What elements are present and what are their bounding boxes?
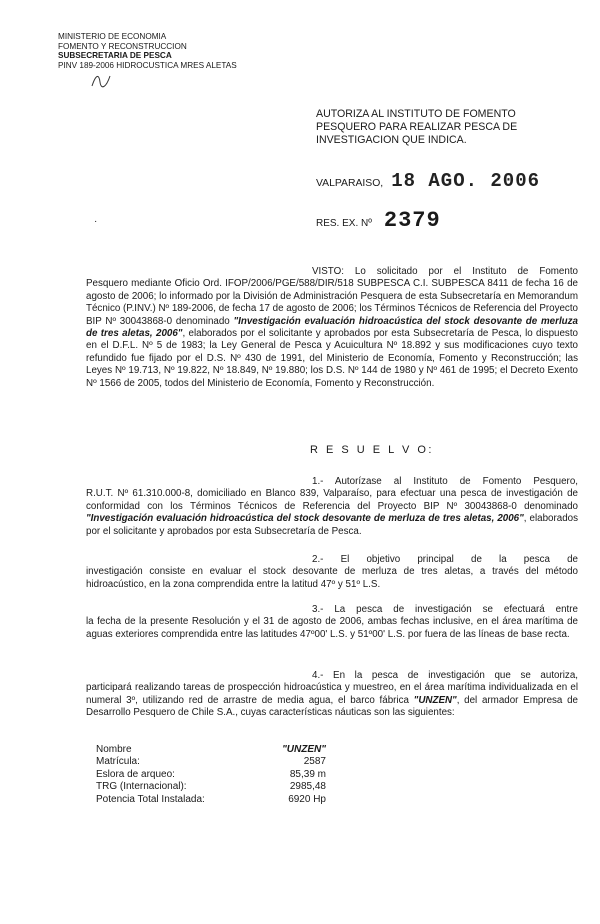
date-stamp: 18 AGO. 2006 — [391, 170, 541, 192]
article-1-lead: 1.- Autorízase al Instituto de Fomento Pesquero, — [312, 476, 578, 487]
article-1 — [86, 476, 578, 538]
article-1-project-name: "Investigación evaluación hidroacústica del stock desovante de merluza de tres aletas, 2006" — [86, 513, 524, 525]
resolution-label: RES. EX. Nº — [316, 218, 372, 229]
visto-paragraph — [86, 266, 578, 390]
article-4-lead: 4.- En la pesca de investigación que se autoriza, — [312, 670, 578, 681]
article-3-lead: 3.- La pesca de investigación se efectuará entre — [312, 604, 578, 615]
table-row — [96, 744, 326, 756]
table-row — [96, 769, 326, 781]
vessel-field-label: Nombre — [96, 744, 132, 755]
article-2-text: investigación consiste en evaluar el stock desovante de merluza de tres aletas, a través del método hidroacústico, en la zona comprendida entre la latitud 47º y 51º L.S. — [86, 566, 578, 590]
article-4-vessel-name: "UNZEN" — [413, 694, 457, 706]
letterhead-subsecretaria: SUBSECRETARIA DE PESCA — [58, 51, 172, 61]
resuelvo-heading: R E S U E L V O: — [310, 444, 434, 456]
article-3 — [86, 604, 578, 641]
summary-line-3: INVESTIGACION QUE INDICA. — [316, 134, 467, 146]
vessel-field-value: 2985,48 — [289, 781, 326, 793]
vessel-field-label: Potencia Total Instalada: — [96, 793, 205, 805]
visto-text-1: Pesquero mediante Oficio Ord. IFOP/2006/PGE/588/DIR/518 SUBPESCA C.I. SUBPESCA 8411 de fecha 16 de agosto de 2006; lo informado por la División de Administración Pesquera de esta Subsecretaría en Memorandum Técnico (P.INV.) Nº 189-2006, de fecha 17 de agosto de 2006; los Términos Técnicos de Referencia del Proyecto BIP Nº 30043868-0 denominado — [86, 278, 578, 327]
resolution-summary — [316, 108, 578, 147]
summary-line-2: PESQUERO PARA REALIZAR PESCA DE — [316, 121, 518, 133]
article-4-text-2: , del armador Empresa de Desarrollo Pesquero de Chile S.A., cuyas características náuticas son las siguientes: — [86, 694, 578, 719]
visto-lead: VISTO: Lo solicitado por el Instituto de Fomento — [312, 266, 578, 277]
article-2 — [86, 554, 578, 591]
article-1-text-1: R.U.T. Nº 61.310.000-8, domiciliado en Blanco 839, Valparaíso, para efectuar una pesca de investigación de conformidad con los Términos Técnicos de Referencia del Proyecto BIP Nº 30043868-0 denominado — [86, 488, 578, 512]
resolution-number-row — [316, 208, 441, 233]
initials-signature — [90, 72, 112, 93]
article-1-text-2: , elaborados por el solicitante y aprobados por esta Subsecretaría de Pesca. — [86, 513, 578, 537]
place-date — [316, 170, 540, 192]
letterhead-reference: PINV 189-2006 HIDROCUSTICA MRES ALETAS — [58, 60, 237, 70]
vessel-field-label: TRG (Internacional): — [96, 781, 187, 793]
article-4 — [86, 670, 578, 720]
margin-mark: · — [94, 216, 98, 227]
article-4-text-1: participará realizando tareas de prospección hidroacústica y muestreo, en el área marítima individualizada en el numeral 3º, utilizando red de arrastre de media agua, el barco fábrica — [86, 682, 578, 706]
table-row — [96, 781, 326, 793]
letterhead-ministry-2: FOMENTO Y RECONSTRUCCION — [58, 41, 187, 51]
article-3-text: la fecha de la presente Resolución y el 31 de agosto de 2006, ambas fechas inclusive, en el área marítima de aguas exteriores comprendida entre las latitudes 47º00' L.S. y 51º00' L.S. por fuera de las líneas de base recta. — [86, 616, 578, 640]
vessel-field-value: 6920 Hp — [288, 793, 326, 805]
table-row — [96, 794, 326, 806]
resolution-number: 2379 — [383, 208, 441, 233]
vessel-field-label: Matrícula: — [96, 756, 140, 768]
visto-project-name: "Investigación evaluación hidroacústica del stock desovante de merluza de tres aletas, 2006" — [86, 315, 578, 340]
letterhead-ministry: MINISTERIO DE ECONOMIA — [58, 32, 167, 41]
vessel-characteristics-table — [96, 744, 326, 806]
visto-text-2: , elaborados por el solicitante y aprobados por esta Subsecretaría de Pesca, lo dispuesto en el D.F.L. Nº 5 de 1983; la Ley General de Pesca y Acuicultura Nº 18.892 y sus modificaciones cuyo texto refundido fue fijado por el D.S. Nº 430 de 1991, del Ministerio de Economía, Fomento y Reconstrucción; las Leyes Nº 19.713, Nº 19.822, Nº 18.849, Nº 19.880; los D.S. Nº 144 de 1980 y Nº 461 de 1995; el Decreto Exento Nº 1566 de 2005, todos del Ministerio de Economía, Fomento y Reconstrucción. — [86, 328, 578, 389]
summary-line-1: AUTORIZA AL INSTITUTO DE FOMENTO — [316, 108, 516, 120]
table-row — [96, 756, 326, 768]
vessel-field-value: 85,39 m — [289, 768, 326, 780]
vessel-field-value: "UNZEN" — [282, 744, 326, 755]
article-2-lead: 2.- El objetivo principal de la pesca de — [312, 554, 578, 565]
letterhead — [58, 32, 237, 70]
place-label: VALPARAISO, — [316, 178, 384, 189]
vessel-field-value: 2587 — [303, 756, 326, 768]
vessel-field-label: Eslora de arqueo: — [96, 768, 175, 780]
